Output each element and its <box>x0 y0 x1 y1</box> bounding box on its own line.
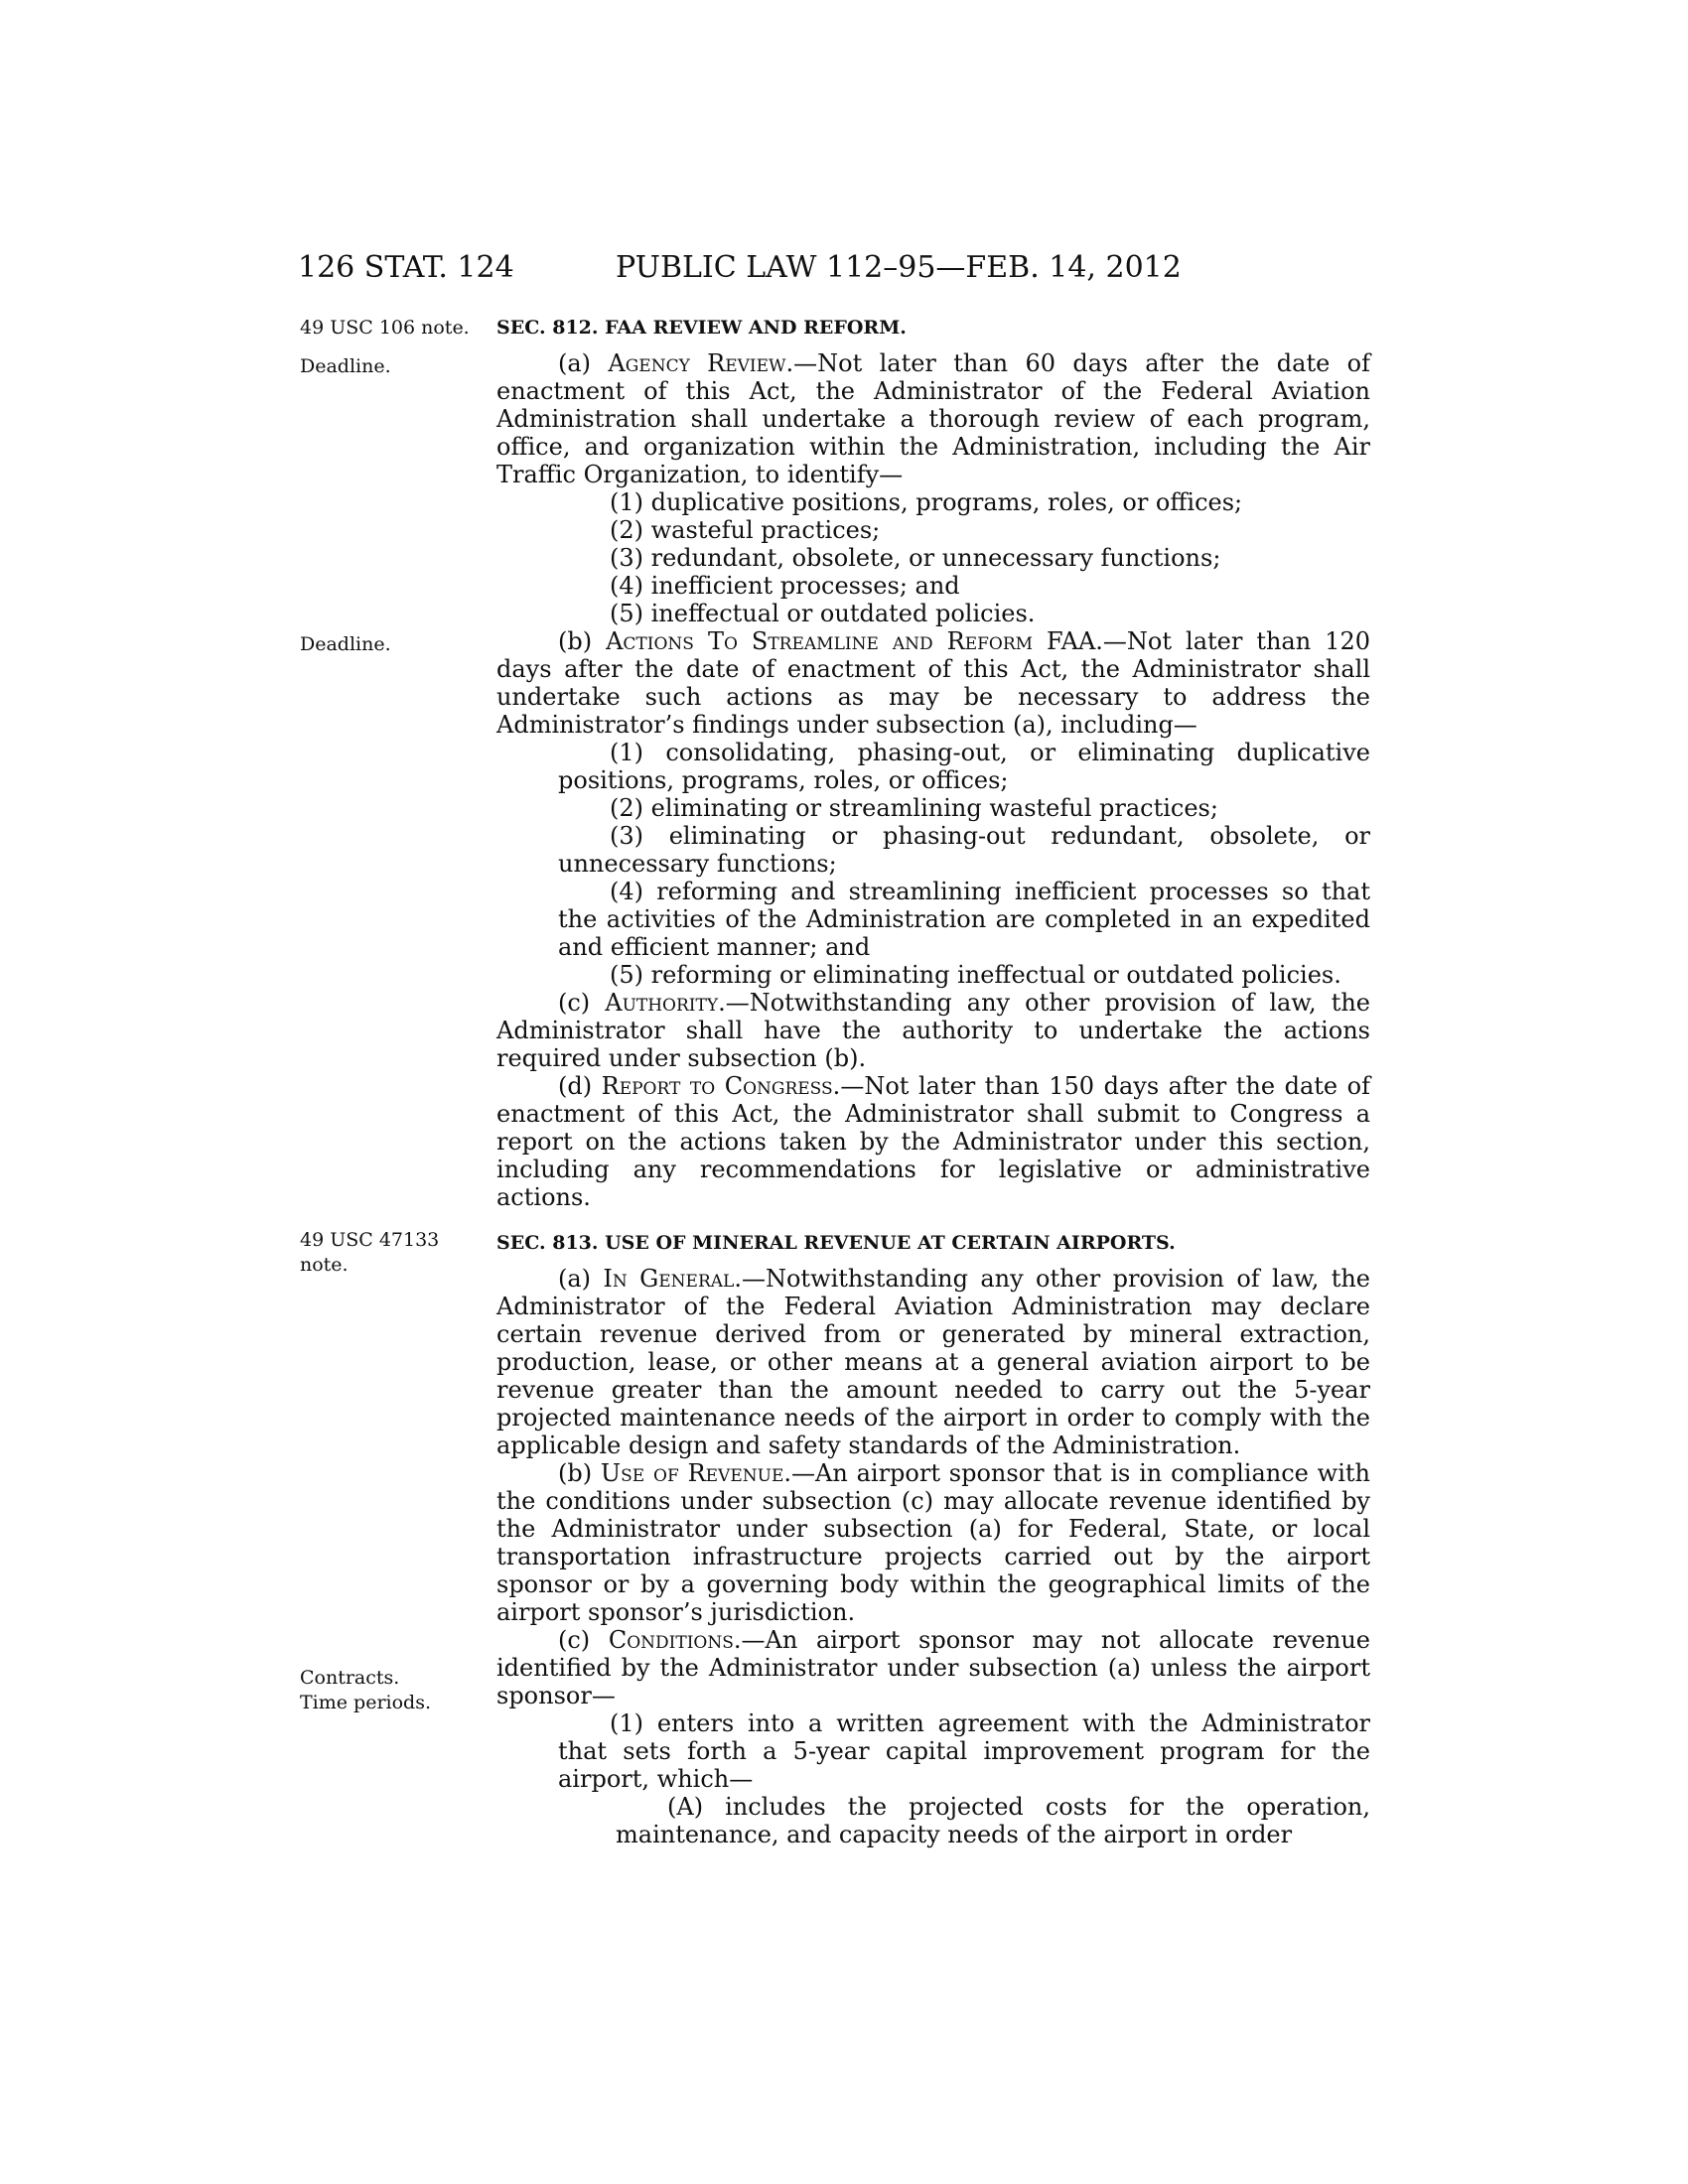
subsection-text: —Not later than 120 days after the date of enactment of this Act, the Administrator shall undertake such actions as may be necessary to address the Administrator’s findings under subsection (a), including— <box>496 627 1370 739</box>
subsection-813-a <box>496 1265 1370 1459</box>
subsection-813-b <box>496 1459 1370 1626</box>
subsection-text: —An airport sponsor may not allocate revenue identified by the Administrator under subsection (a) unless the airport sponsor— <box>496 1626 1370 1709</box>
subsection-label: (a) <box>558 349 609 377</box>
subsection-812-a <box>496 349 1370 488</box>
list-item: (5) reforming or eliminating ineffectual or outdated policies. <box>610 961 1341 989</box>
subsection-812-d <box>496 1072 1370 1211</box>
stat-reference: 126 STAT. 124 <box>298 250 514 285</box>
list-item: (4) inefficient processes; and <box>610 572 960 600</box>
list-item: (3) redundant, obsolete, or unnecessary functions; <box>610 544 1221 572</box>
page-header <box>298 250 1370 290</box>
subsection-text: —Not later than 60 days after the date of enactment of this Act, the Administrator of the Federal Aviation Administration shall undertake a thorough review of each program, office, and organization within the Administration, including the Air Traffic Organization, to identify— <box>496 349 1370 488</box>
margin-note-line: Time periods. <box>300 1692 432 1713</box>
subsection-heading: Agency Review. <box>608 349 794 377</box>
subsection-text: —Notwithstanding any other provision of law, the Administrator shall have the authority to undertake the actions required under subsection (b). <box>496 989 1371 1072</box>
list-item: (5) ineffectual or outdated policies. <box>610 600 1036 627</box>
section-813-heading: SEC. 813. USE OF MINERAL REVENUE AT CERTAIN AIRPORTS. <box>496 1232 1176 1254</box>
subsection-813-c <box>496 1626 1370 1709</box>
list-subitem: (A) includes the projected costs for the operation, maintenance, and capacity needs of the airport in order <box>616 1793 1370 1848</box>
subsection-text: —An airport sponsor that is in compliance with the conditions under subsection (c) may allocate revenue identified by the Administrator under subsection (a) for Federal, State, or local transportation infrastructure projects carried out by the airport sponsor or by a governing body within the geographical limits of the airport sponsor’s jurisdiction. <box>496 1459 1370 1626</box>
subsection-text: —Notwithstanding any other provision of law, the Administrator of the Federal Aviation Administration may declare certain revenue derived from or generated by mineral extraction, production, lease, or other means at a general aviation airport to be revenue greater than the amount needed to carry out the 5-year projected maintenance needs of the airport in order to comply with the applicable design and safety standards of the Administration. <box>496 1265 1370 1459</box>
subsection-label: (d) <box>558 1072 602 1100</box>
margin-note-line: 49 USC 47133 <box>300 1229 440 1251</box>
section-812-body <box>496 349 1370 1211</box>
margin-note-contracts <box>300 1666 498 1715</box>
margin-note-deadline: Deadline. <box>300 633 391 655</box>
subsection-label: (c) <box>558 989 606 1017</box>
list-item: (1) enters into a written agreement with the Administrator that sets forth a 5-year capital improvement program for the airport, which— <box>558 1709 1370 1793</box>
margin-note-line: note. <box>300 1254 349 1276</box>
margin-note-line: Contracts. <box>300 1667 400 1689</box>
list-item: (2) wasteful practices; <box>610 516 881 544</box>
section-813-body <box>496 1265 1370 1848</box>
subsection-heading: Use of Revenue. <box>600 1459 791 1487</box>
list-item: (3) eliminating or phasing-out redundant, obsolete, or unnecessary functions; <box>558 822 1370 878</box>
margin-note-sec812-citation: 49 USC 106 note. <box>300 317 470 339</box>
list-item: (4) reforming and streamlining inefficient processes so that the activities of the Administration are completed in an expedited and efficient manner; and <box>558 878 1370 961</box>
margin-note-sec813-citation <box>300 1228 498 1278</box>
subsection-812-b <box>496 627 1370 739</box>
list-item: (1) duplicative positions, programs, roles, or offices; <box>610 488 1243 516</box>
subsection-label: (b) <box>558 1459 601 1487</box>
subsection-label: (c) <box>558 1626 609 1654</box>
subsection-label: (a) <box>558 1265 604 1293</box>
subsection-heading: Authority. <box>605 989 726 1017</box>
list-item: (2) eliminating or streamlining wasteful practices; <box>610 794 1218 822</box>
margin-note-deadline: Deadline. <box>300 355 391 377</box>
subsection-812-c <box>496 989 1370 1072</box>
list-item: (1) consolidating, phasing-out, or eliminating duplicative positions, programs, roles, or offices; <box>558 739 1370 794</box>
subsection-heading: In General. <box>603 1265 742 1293</box>
public-law-title: PUBLIC LAW 112–95—FEB. 14, 2012 <box>616 250 1182 285</box>
section-812-heading: SEC. 812. FAA REVIEW AND REFORM. <box>496 317 907 339</box>
subsection-heading: Report to Congress. <box>601 1072 841 1100</box>
subsection-label: (b) <box>558 627 607 655</box>
subsection-heading: Conditions. <box>608 1626 742 1654</box>
subsection-heading: Actions To Streamline and Reform FAA. <box>606 627 1103 655</box>
subsection-text: —Not later than 150 days after the date of enactment of this Act, the Administrator shall submit to Congress a report on the actions taken by the Administrator under this section, including any recommendations for legislative or administrative actions. <box>496 1072 1370 1211</box>
